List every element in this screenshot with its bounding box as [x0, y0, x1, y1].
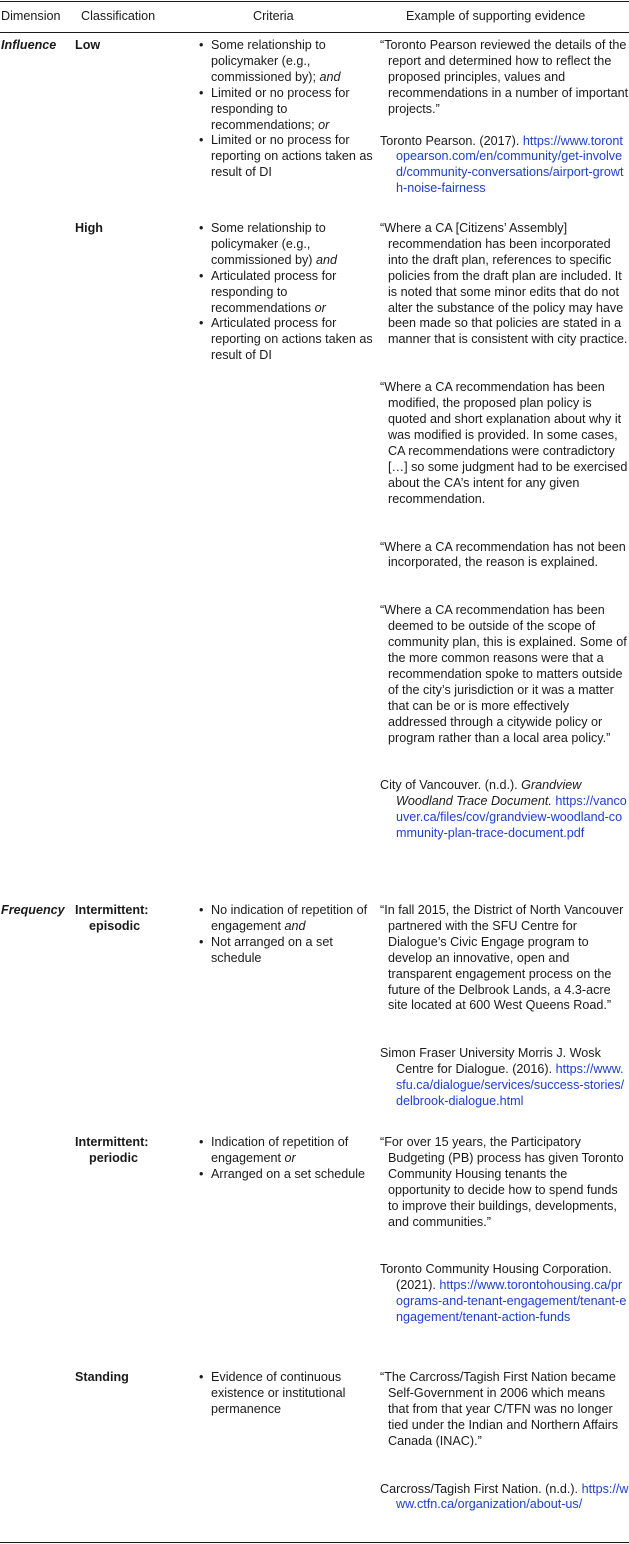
criteria-item: • Articulated process for responding to recommendations or	[199, 269, 374, 317]
reference-link[interactable]: https://www.torontopearson.com/en/community/get-involved/community-conversations/airport-growth-noise-fairness	[396, 133, 624, 196]
criteria-item: • Not arranged on a set schedule	[199, 935, 374, 967]
criteria-item: • Limited or no process for reporting on actions taken as result of DI	[199, 133, 374, 181]
evidence-quote: “The Carcross/Tagish First Nation became Self-Government in 2006 which means that from that year C/TFN was no longer tied under the Indian and Northern Affairs Canada (INAC).”	[380, 1370, 619, 1448]
classification-episodic: Intermittent: episodic	[75, 903, 149, 933]
reference-link[interactable]: https://www.ctfn.ca/organization/about-us/	[396, 1481, 629, 1512]
criteria-item: • No indication of repetition of engagement and	[199, 903, 374, 935]
header-evidence: Example of supporting evidence	[406, 9, 586, 23]
header-criteria: Criteria	[253, 9, 294, 23]
criteria-item: • Evidence of continuous existence or institutional permanence	[199, 1370, 374, 1418]
classification-high: High	[75, 221, 103, 235]
evidence-quote: “Where a CA [Citizens’ Assembly] recommendation has been incorporated into the draft plan, references to specific policies from the draft plan are included. It is noted that some minor edits that do not alter the substance of the policy may have been made so that policies are stated in a manner that is consistent with city practice.	[380, 221, 628, 347]
evidence-reference: City of Vancouver. (n.d.). Grandview Woodland Trace Document. https://vancouver.ca/files/cov/grandview-woodland-community-plan-trace-document.pdf	[380, 778, 627, 841]
evidence-influence-low	[380, 38, 629, 197]
evidence-frequency-standing	[380, 1370, 629, 1513]
header-classification: Classification	[81, 9, 156, 23]
bottom-rule	[0, 1542, 629, 1543]
criteria-frequency-standing	[199, 1370, 374, 1418]
evidence-reference: Toronto Community Housing Corporation. (2021). https://www.torontohousing.ca/programs-and-tenant-engagement/tenant-engagement/tenant-action-funds	[380, 1262, 627, 1325]
top-rule	[0, 1, 629, 2]
header-dimension: Dimension	[1, 9, 61, 23]
criteria-item: • Articulated process for reporting on actions taken as result of DI	[199, 316, 374, 364]
reference-link[interactable]: https://vancouver.ca/files/cov/grandview-woodland-community-plan-trace-document.pdf	[396, 794, 627, 841]
criteria-item: • Indication of repetition of engagement or	[199, 1135, 374, 1167]
classification-standing: Standing	[75, 1370, 129, 1384]
evidence-quote: “In fall 2015, the District of North Vancouver partnered with the SFU Centre for Dialogue’s Civic Engage program to develop an innovative, open and transparent engagement process on the future of the Delbrook Lands, a 4.3-acre site located at 600 West Queens Road.”	[380, 903, 624, 1013]
evidence-quote: “Where a CA recommendation has been deemed to be outside of the scope of community plan, this is explained. Some of the more common reasons were that a recommendation spoke to matters outside of the city’s jurisdiction or it was a matter that can be or is more effectively addressed through a citywide policy or program rather than a local area policy.”	[380, 603, 627, 745]
evidence-reference: Toronto Pearson. (2017). https://www.torontopearson.com/en/community/get-involved/community-conversations/airport-growth-noise-fairness	[380, 133, 624, 196]
evidence-quote: “Where a CA recommendation has not been incorporated, the reason is explained.	[380, 539, 626, 570]
criteria-item: • Limited or no process for responding to recommendations; or	[199, 86, 374, 134]
criteria-item: • Some relationship to policymaker (e.g., commissioned by) and	[199, 221, 374, 269]
criteria-influence-high	[199, 221, 374, 364]
criteria-frequency-episodic	[199, 903, 374, 967]
reference-link[interactable]: https://www.torontohousing.ca/programs-and-tenant-engagement/tenant-engagement/tenant-action-funds	[396, 1278, 627, 1325]
evidence-quote: “For over 15 years, the Participatory Budgeting (PB) process has given Toronto Community Housing tenants the opportunity to decide how to spend funds to improve their buildings, developments, and communities.”	[380, 1135, 624, 1229]
evidence-quote: “Where a CA recommendation has been modified, the proposed plan policy is quoted and short explanation about why it was modified is provided. In some cases, CA recommendations were contradictory […] so some judgment had to be exercised about the CA’s intent for any given recommendation.	[380, 380, 628, 506]
evidence-frequency-episodic	[380, 903, 629, 1110]
evidence-reference: Simon Fraser University Morris J. Wosk Centre for Dialogue. (2016). https://www.sfu.ca/dialogue/services/success-stories/delbrook-dialogue.html	[380, 1046, 625, 1109]
reference-link[interactable]: https://www.sfu.ca/dialogue/services/success-stories/delbrook-dialogue.html	[396, 1062, 625, 1109]
criteria-frequency-periodic	[199, 1135, 374, 1183]
classification-periodic: Intermittent: periodic	[75, 1135, 149, 1165]
evidence-quote: “Toronto Pearson reviewed the details of the report and determined how to reflect the proposed principles, values and recommendations in a number of important projects.”	[380, 38, 629, 116]
header-rule	[0, 32, 629, 33]
evidence-frequency-periodic	[380, 1135, 629, 1326]
criteria-item: • Some relationship to policymaker (e.g., commissioned by); and	[199, 38, 374, 86]
dimension-frequency: Frequency	[1, 903, 65, 917]
evidence-reference: Carcross/Tagish First Nation. (n.d.). https://www.ctfn.ca/organization/about-us/	[380, 1481, 629, 1512]
criteria-item: • Arranged on a set schedule	[199, 1167, 374, 1183]
evidence-influence-high	[380, 221, 629, 842]
criteria-influence-low	[199, 38, 374, 181]
classification-low: Low	[75, 38, 101, 52]
dimension-influence: Influence	[1, 38, 57, 52]
